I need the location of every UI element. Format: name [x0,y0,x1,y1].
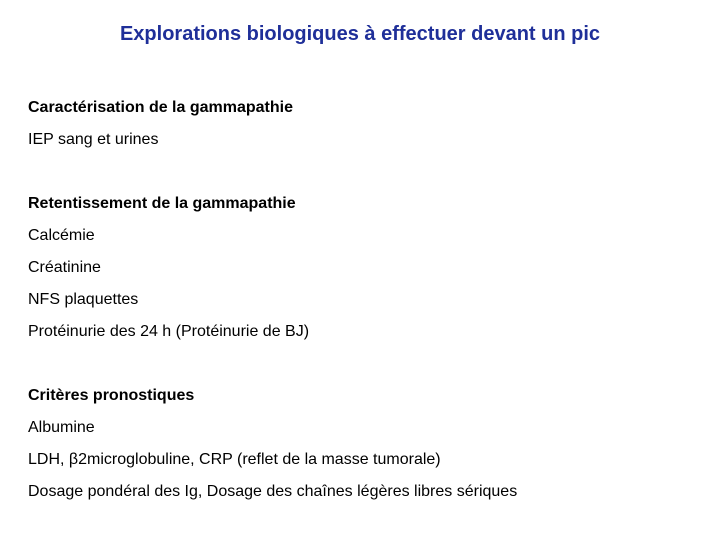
section-heading: Caractérisation de la gammapathie [28,99,293,116]
section-criteres-pronostiques [28,384,708,512]
list-item: Créatinine [28,259,101,276]
slide-title: Explorations biologiques à effectuer devant un pic [119,23,601,45]
list-item: LDH, β2microglobuline, CRP (reflet de la masse tumorale) [28,451,441,468]
slide-content [28,96,708,512]
section-heading: Critères pronostiques [28,387,195,404]
section-spacer [28,160,708,192]
list-item: NFS plaquettes [28,291,139,308]
list-item: Albumine [28,419,95,436]
section-caracterisation [28,96,708,160]
section-spacer [28,352,708,384]
section-heading: Retentissement de la gammapathie [28,195,296,212]
list-item: Calcémie [28,227,95,244]
list-item: Protéinurie des 24 h (Protéinurie de BJ) [28,323,310,340]
list-item: Dosage pondéral des Ig, Dosage des chaînes légères libres sériques [28,483,518,500]
list-item: IEP sang et urines [28,131,159,148]
section-retentissement [28,192,708,352]
